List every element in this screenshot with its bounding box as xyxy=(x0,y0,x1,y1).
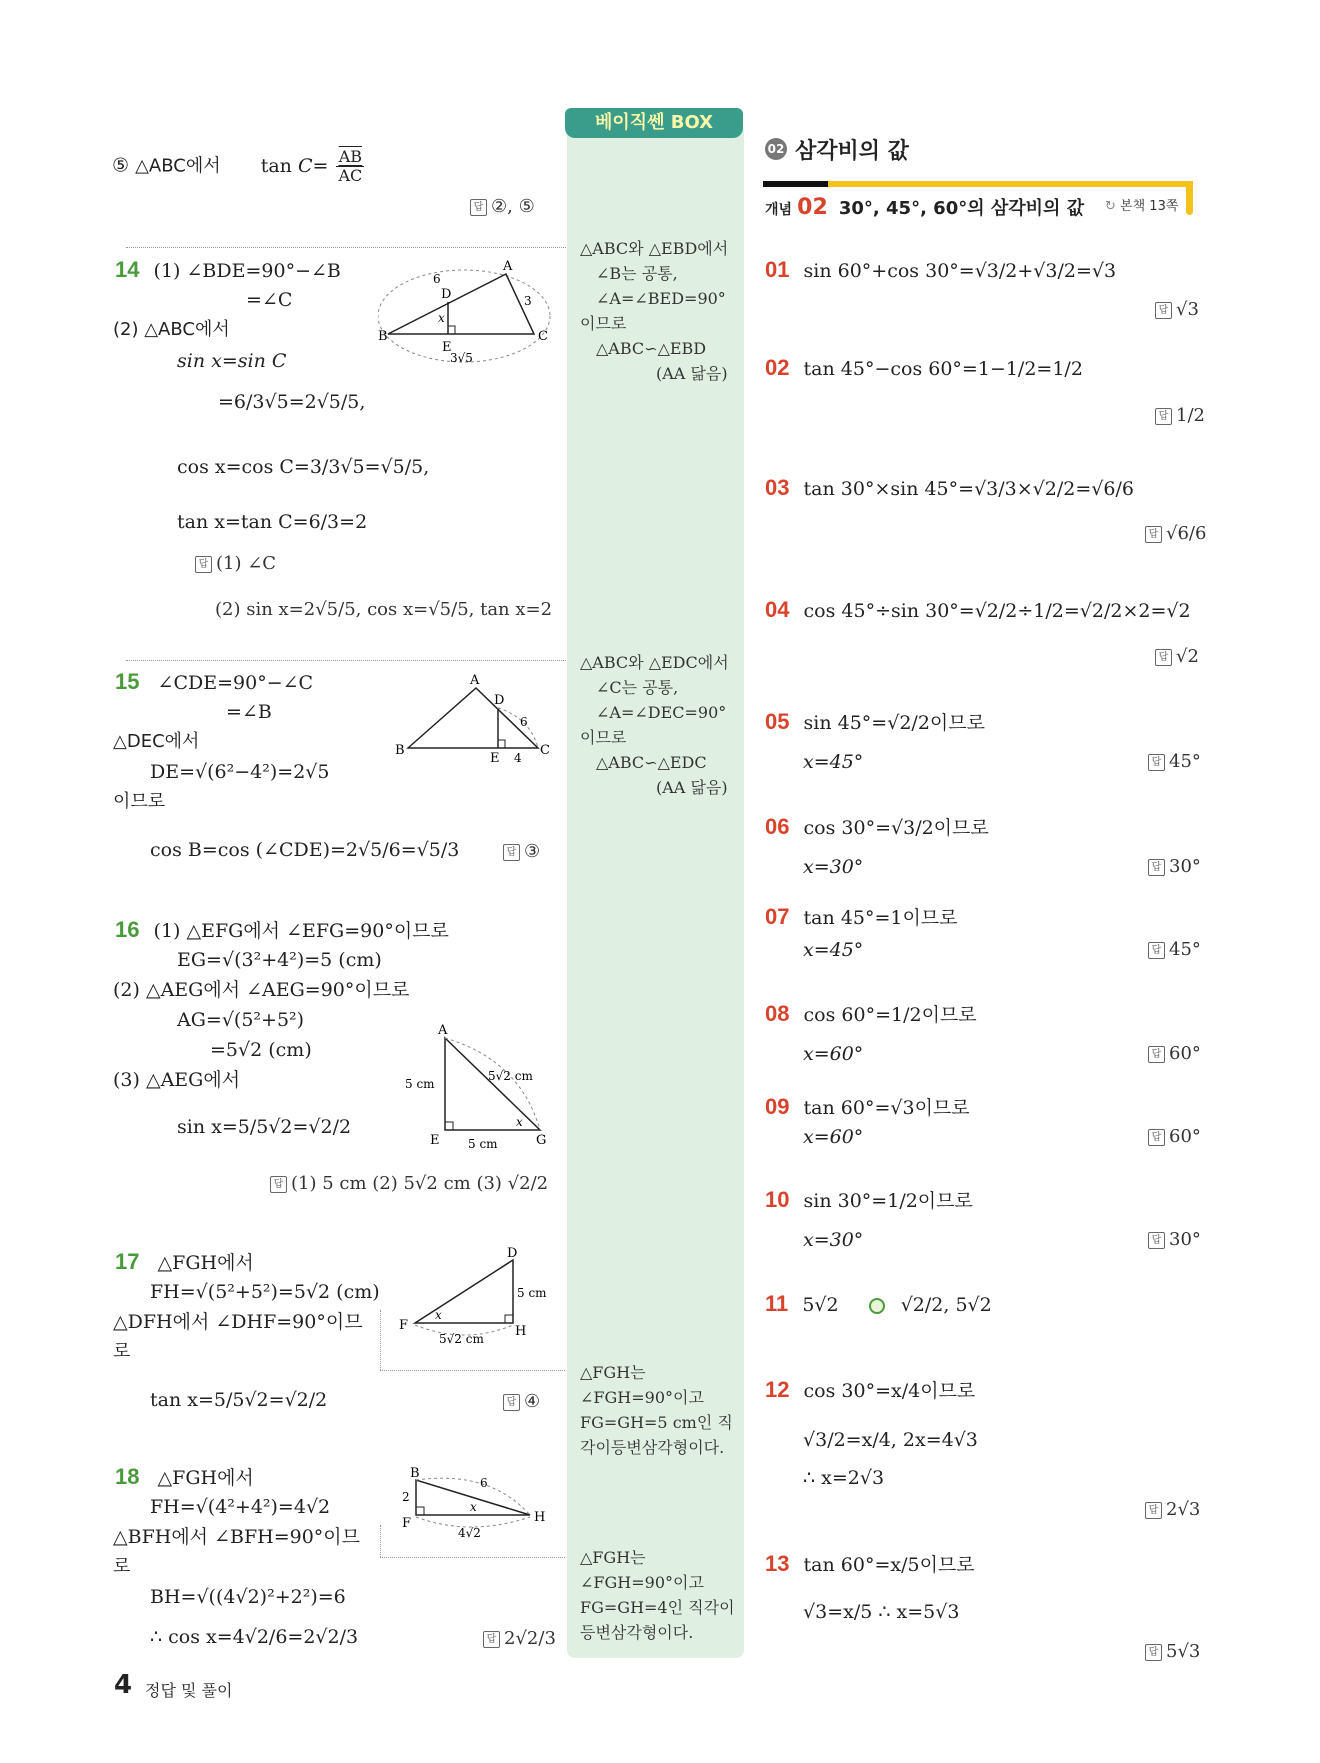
label-hyp: 5√2 cm xyxy=(488,1069,533,1083)
answer-icon: 답 xyxy=(1155,302,1172,319)
item-04: 04 cos 45°÷sin 30°=√2/2÷1/2=√2/2×2=√2 xyxy=(765,597,1191,622)
label-A: A xyxy=(503,259,513,274)
q15-line: =∠B xyxy=(226,701,272,723)
label-H: H xyxy=(534,1510,546,1525)
label-5cm: 5 cm xyxy=(405,1077,435,1091)
concept-bar-yellow xyxy=(828,181,1193,187)
item-02-answer: 답 1/2 xyxy=(1155,404,1205,428)
item-07-answer: 답 45° xyxy=(1148,938,1201,962)
item-06-answer: 답 30° xyxy=(1148,855,1201,879)
refresh-icon: ↻ xyxy=(1105,199,1116,214)
label-x: x xyxy=(438,311,445,325)
prev-item: ⑤ △ABC에서 tan C= $\frac{\overline{AB}}{AC}$ xyxy=(112,147,363,185)
q17: 17 △FGH에서 xyxy=(115,1249,254,1274)
answer-icon: 답 xyxy=(1155,408,1172,425)
item-12-answer: 답 2√3 xyxy=(1145,1498,1200,1522)
label-E: E xyxy=(490,751,500,765)
answer-icon: 답 xyxy=(1148,1046,1165,1063)
item-08: 08 cos 60°=1/2이므로 xyxy=(765,1001,977,1026)
label-C: C xyxy=(540,743,550,758)
q14-line: tan x=tan C=6/3=2 xyxy=(177,511,368,533)
label-D: D xyxy=(507,1246,518,1261)
item-08-answer: 답 60° xyxy=(1148,1042,1201,1066)
label-B: B xyxy=(395,743,405,758)
item-02: 02 tan 45°−cos 60°=1−1/2=1/2 xyxy=(765,355,1083,380)
item-08-line: x=60° xyxy=(803,1043,864,1065)
q16-line: sin x=5/5√2=√2/2 xyxy=(177,1116,352,1138)
divider xyxy=(126,247,566,248)
item-12: 12 cos 30°=x/4이므로 xyxy=(765,1377,976,1402)
answer-icon: 답 xyxy=(270,1176,287,1193)
q18-line: △BFH에서 ∠BFH=90°이므 xyxy=(113,1526,361,1548)
label-B: B xyxy=(378,329,388,344)
magnifier-icon xyxy=(869,1298,885,1314)
label-5cm: 5 cm xyxy=(517,1286,547,1300)
answer-icon: 답 xyxy=(195,556,212,573)
q14: 14 (1) ∠BDE=90°−∠B xyxy=(115,257,341,282)
answer-icon: 답 xyxy=(1148,1232,1165,1249)
item-05: 05 sin 45°=√2/2이므로 xyxy=(765,709,985,734)
label-D: D xyxy=(441,287,452,302)
label-6: 6 xyxy=(520,715,528,729)
label-B: B xyxy=(410,1466,420,1481)
item-07: 07 tan 45°=1이므로 xyxy=(765,904,958,929)
answer-icon: 답 xyxy=(1145,1502,1162,1519)
answer-icon: 답 xyxy=(1148,859,1165,876)
label-6: 6 xyxy=(433,272,441,286)
item-11: 11 5√2 √2/2, 5√2 xyxy=(765,1291,992,1316)
q16-line: (3) △AEG에서 xyxy=(113,1069,241,1091)
answer-icon: 답 xyxy=(1148,754,1165,771)
label-G: G xyxy=(536,1133,547,1148)
section-title: 삼각비의 값 xyxy=(795,139,909,164)
answer-icon: 답 xyxy=(1145,1644,1162,1661)
q16: 16 (1) △EFG에서 ∠EFG=90°이므로 xyxy=(115,917,449,942)
q15-line: cos B=cos (∠CDE)=2√5/6=√5/3 xyxy=(150,839,460,861)
connector xyxy=(380,1370,565,1371)
item-03-answer: 답 √6/6 xyxy=(1145,522,1206,546)
label-x: x xyxy=(516,1115,523,1129)
label-H: H xyxy=(515,1324,527,1339)
connector xyxy=(380,1557,565,1558)
q17-triangle-figure xyxy=(395,1245,555,1345)
q14-line: (2) △ABC에서 xyxy=(113,319,230,340)
label-x: x xyxy=(435,1308,442,1322)
q16-line: EG=√(3²+4²)=5 (cm) xyxy=(177,949,382,971)
q14-line: sin x=sin C xyxy=(177,350,287,372)
item-06-line: x=30° xyxy=(803,856,864,878)
item-10-answer: 답 30° xyxy=(1148,1228,1201,1252)
item-13-line: √3=x/5 ∴ x=5√3 xyxy=(803,1601,960,1623)
connector xyxy=(380,1310,381,1370)
label-2: 2 xyxy=(402,1490,410,1504)
answer-icon: 답 xyxy=(470,199,487,216)
q17-line: 로 xyxy=(113,1341,131,1362)
reference-page: ↻ 본책 13쪽 xyxy=(1105,199,1179,214)
item-12-line: √3/2=x/4, 2x=4√3 xyxy=(803,1429,978,1451)
q17-answer: 답 ④ xyxy=(503,1390,540,1414)
label-A: A xyxy=(438,1023,448,1038)
page-number: 4 xyxy=(114,1670,133,1700)
box-note-3: △FGH는 ∠FGH=90°이고 FG=GH=5 cm인 직 각이등변삼각형이다. xyxy=(580,1363,733,1457)
label-4: 4 xyxy=(514,751,522,765)
item-04-answer: 답 √2 xyxy=(1155,645,1199,669)
answer-icon: 답 xyxy=(503,844,520,861)
label-base: 4√2 xyxy=(458,1526,481,1540)
label-D: D xyxy=(494,693,505,708)
answer-icon: 답 xyxy=(1155,649,1172,666)
item-10-line: x=30° xyxy=(803,1229,864,1251)
label-x: x xyxy=(470,1500,477,1514)
label-6: 6 xyxy=(480,1476,488,1490)
item-13: 13 tan 60°=x/5이므로 xyxy=(765,1551,975,1576)
label-base: 5 cm xyxy=(468,1137,498,1150)
item-03: 03 tan 30°×sin 45°=√3/3×√2/2=√6/6 xyxy=(765,475,1134,500)
footer-label: 정답 및 풀이 xyxy=(145,1681,233,1700)
item-01: 01 sin 60°+cos 30°=√3/2+√3/2=√3 xyxy=(765,257,1117,282)
answer-icon: 답 xyxy=(1148,1129,1165,1146)
q16-line: (2) △AEG에서 ∠AEG=90°이므로 xyxy=(113,979,410,1001)
box-note-4: △FGH는 ∠FGH=90°이고 FG=GH=4인 직각이 등변삼각형이다. xyxy=(580,1548,735,1642)
q18-line: FH=√(4²+4²)=4√2 xyxy=(150,1496,331,1518)
connector xyxy=(380,1525,381,1557)
q17-line: △DFH에서 ∠DHF=90°이므 xyxy=(113,1311,363,1333)
concept-bar-dark xyxy=(763,181,828,187)
item-09: 09 tan 60°=√3이므로 xyxy=(765,1094,970,1119)
q17-line: FH=√(5²+5²)=5√2 (cm) xyxy=(150,1281,380,1303)
box-note-2: △ABC와 △EDC에서 ∠C는 공통, ∠A=∠DEC=90° 이므로 △ABC∽△EDC (AA 닮음) xyxy=(580,653,729,797)
q17-line: tan x=5/5√2=√2/2 xyxy=(150,1389,328,1411)
q15: 15 ∠CDE=90°−∠C xyxy=(115,669,314,694)
q18-line: ∴ cos x=4√2/6=2√2/3 xyxy=(150,1626,359,1648)
basic-box-title: 베이직쎈 BOX xyxy=(565,108,743,138)
q15-line: △DEC에서 xyxy=(113,731,200,752)
answer-icon: 답 xyxy=(503,1394,520,1411)
q16-line: =5√2 (cm) xyxy=(210,1039,312,1061)
q18-line: BH=√((4√2)²+2²)=6 xyxy=(150,1586,346,1608)
label-C: C xyxy=(538,329,548,344)
item-05-line: x=45° xyxy=(803,751,864,773)
label-F: F xyxy=(402,1516,412,1531)
concept-bar-yellow-end xyxy=(1186,181,1193,215)
item-07-line: x=45° xyxy=(803,939,864,961)
q18-answer: 답 2√2/3 xyxy=(483,1627,556,1651)
label-E: E xyxy=(430,1133,440,1148)
label-bc: 3√5 xyxy=(450,351,473,365)
q16-line: AG=√(5²+5²) xyxy=(177,1009,305,1031)
concept-heading: 개념 02 30°, 45°, 60°의 삼각비의 값 xyxy=(765,195,1085,220)
q16-triangle-figure xyxy=(400,1020,550,1150)
answer-icon: 답 xyxy=(483,1631,500,1648)
q18: 18 △FGH에서 xyxy=(115,1464,254,1489)
divider xyxy=(126,660,566,661)
item-06: 06 cos 30°=√3/2이므로 xyxy=(765,814,989,839)
item-12-line: ∴ x=2√3 xyxy=(803,1467,885,1489)
answer-icon: 답 xyxy=(1148,942,1165,959)
label-F: F xyxy=(399,1318,409,1333)
q14-line: =∠C xyxy=(246,289,293,311)
q14-answer: 답 (1) ∠C xyxy=(195,552,276,576)
item-13-answer: 답 5√3 xyxy=(1145,1640,1200,1664)
item-09-line: x=60° xyxy=(803,1126,864,1148)
section-badge: 02 xyxy=(765,138,787,160)
item-09-answer: 답 60° xyxy=(1148,1125,1201,1149)
answer-icon: 답 xyxy=(1145,526,1162,543)
q14-answer-2: (2) sin x=2√5/5, cos x=√5/5, tan x=2 xyxy=(215,599,553,620)
q15-line: 이므로 xyxy=(113,791,166,812)
q14-line: =6/3√5=2√5/5, xyxy=(218,391,366,413)
q14-line: cos x=cos C=3/3√5=√5/5, xyxy=(177,456,430,478)
item-01-answer: 답 √3 xyxy=(1155,298,1199,322)
box-note-1: △ABC와 △EBD에서 ∠B는 공통, ∠A=∠BED=90° 이므로 △ABC∽△EBD (AA 닮음) xyxy=(580,239,729,383)
q15-line: DE=√(6²−4²)=2√5 xyxy=(150,761,330,783)
label-E: E xyxy=(442,340,452,355)
item-05-answer: 답 45° xyxy=(1148,750,1201,774)
prev-item-answer: 답 ②, ⑤ xyxy=(470,195,535,219)
label-base: 5√2 cm xyxy=(439,1332,484,1345)
item-10: 10 sin 30°=1/2이므로 xyxy=(765,1187,973,1212)
q18-triangle-figure xyxy=(400,1465,560,1545)
label-A: A xyxy=(470,673,480,688)
q15-answer: 답 ③ xyxy=(503,840,540,864)
q18-line: 로 xyxy=(113,1556,131,1577)
q15-triangle-figure xyxy=(390,670,550,765)
q14-triangle-figure xyxy=(378,258,553,368)
q16-answer: 답 (1) 5 cm (2) 5√2 cm (3) √2/2 xyxy=(270,1172,548,1196)
label-3: 3 xyxy=(524,294,532,308)
